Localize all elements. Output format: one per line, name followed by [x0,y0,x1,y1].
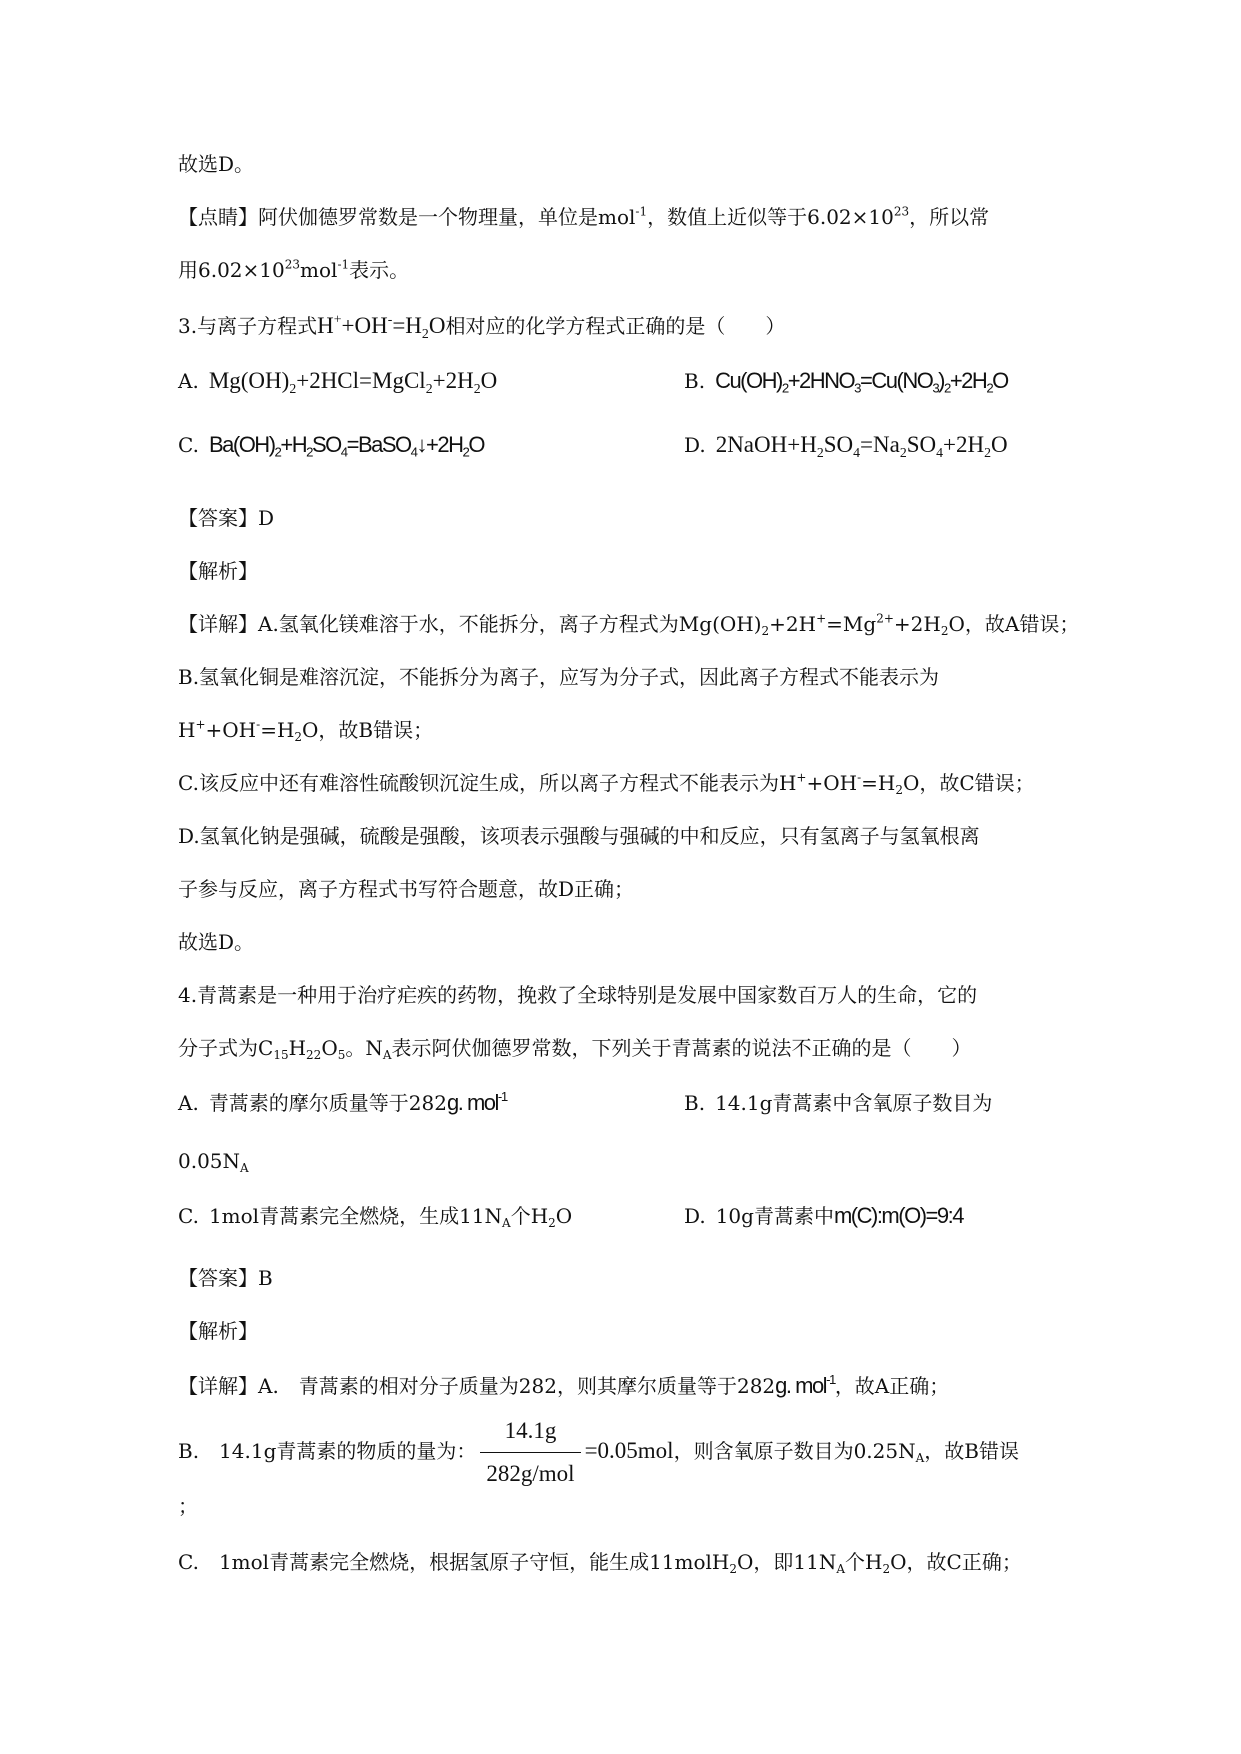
question-4-option-b-continued: $0.05N_A$ [178,1149,249,1176]
tip-line-2: 用$6.02\times 10^{23}mol^{-1}$表示。 [178,257,410,282]
question-3-option-b: B. $Cu(OH)_2+2HNO_3=Cu(NO_3)_2+2H_2O$ [684,368,1008,396]
question-3-conclusion: 故选D。 [178,930,255,954]
question-4-detail-b-semicolon: ； [178,1494,198,1518]
question-4-option-a: A. 青蒿素的摩尔质量等于282g. mol$^{-1}$ [178,1088,507,1115]
question-4-detail-c: C. 1mol青蒿素完全燃烧，根据氢原子守恒，能生成11molH$_2$O，即$11N_A$个$H_2O$，故C正确； [178,1550,1022,1577]
question-3-option-a: A. $Mg(OH)_2+2HCl=MgCl_2+2H_2O$ [178,368,498,396]
question-3-stem: 3.与离子方程式$H^++OH^-=H_2O$相对应的化学方程式正确的是（ ） [178,311,786,341]
question-4-option-d: D. 10g青蒿素中m(C):m(O)=9:4 [684,1203,963,1228]
question-4-answer: 【答案】B [178,1266,273,1290]
question-3-detail-d-1: D.氢氧化钠是强碱，硫酸是强酸，该项表示强酸与强碱的中和反应，只有氢离子与氢氧根离 [178,824,980,848]
question-3-detail-d-2: 子参与反应，离子方程式书写符合题意，故D正确； [178,877,635,901]
conclusion-line: 故选D。 [178,152,255,176]
question-3-answer: 【答案】D [178,506,275,530]
question-3-option-c: C. $Ba(OH)_2+H_2SO_4=BaSO_4↓+2H_2O$ [178,432,484,460]
question-4-stem-2: 分子式为$C_{15}H_{22}O_5$。$N_A$表示阿伏伽德罗常数，下列关于青蒿素的说法不正确的是（ ） [178,1036,972,1063]
question-3-detail-a: 【详解】A.氢氧化镁难溶于水，不能拆分，离子方程式为$Mg(OH)_2+2H^+=Mg^{2+}+2H_2O$，故A错误； [178,611,1080,639]
molar-fraction: $\frac{14.1g}{\text{282g/mol}}$ [480,1414,580,1491]
question-4-option-b: B. 14.1g青蒿素中含氧原子数目为 [684,1091,993,1115]
question-3-detail-b-1: B.氢氧化铜是难溶沉淀，不能拆分为离子，应写为分子式，因此离子方程式不能表示为 [178,665,940,689]
question-4-option-c: C. 1mol青蒿素完全燃烧，生成$11N_A$个$H_2O$ [178,1204,573,1231]
question-3-option-d: D. $2NaOH+H_2SO_4=Na_2SO_4+2H_2O$ [684,432,1008,460]
question-4-detail-b: B. 14.1g青蒿素的物质的量为： $\frac{14.1g}{\text{282g/mol}}$ =0.05mol，则含氧原子数目为$0.25N_A$，故B错误 [178,1414,1019,1491]
tip-line-1: 【点睛】阿伏伽德罗常数是一个物理量，单位是mol$^{-1}$，数值上近似等于$6.02\times 10^{23}$，所以常 [178,204,990,229]
question-3-analysis-heading: 【解析】 [178,559,258,583]
question-4-stem-1: 4.青蒿素是一种用于治疗疟疾的药物，挽救了全球特别是发展中国家数百万人的生命，它的 [178,983,978,1007]
question-3-detail-b-2: $H^++OH^-=H_2O$，故B错误； [178,717,434,745]
question-4-analysis-heading: 【解析】 [178,1319,258,1343]
question-3-detail-c: C.该反应中还有难溶性硫酸钡沉淀生成，所以离子方程式不能表示为$H^++OH^-=H_2O$，故C错误； [178,770,1035,798]
question-4-detail-a: 【详解】A. 青蒿素的相对分子质量为282，则其摩尔质量等于282g. mol$^{-1}$，故A正确； [178,1371,950,1398]
